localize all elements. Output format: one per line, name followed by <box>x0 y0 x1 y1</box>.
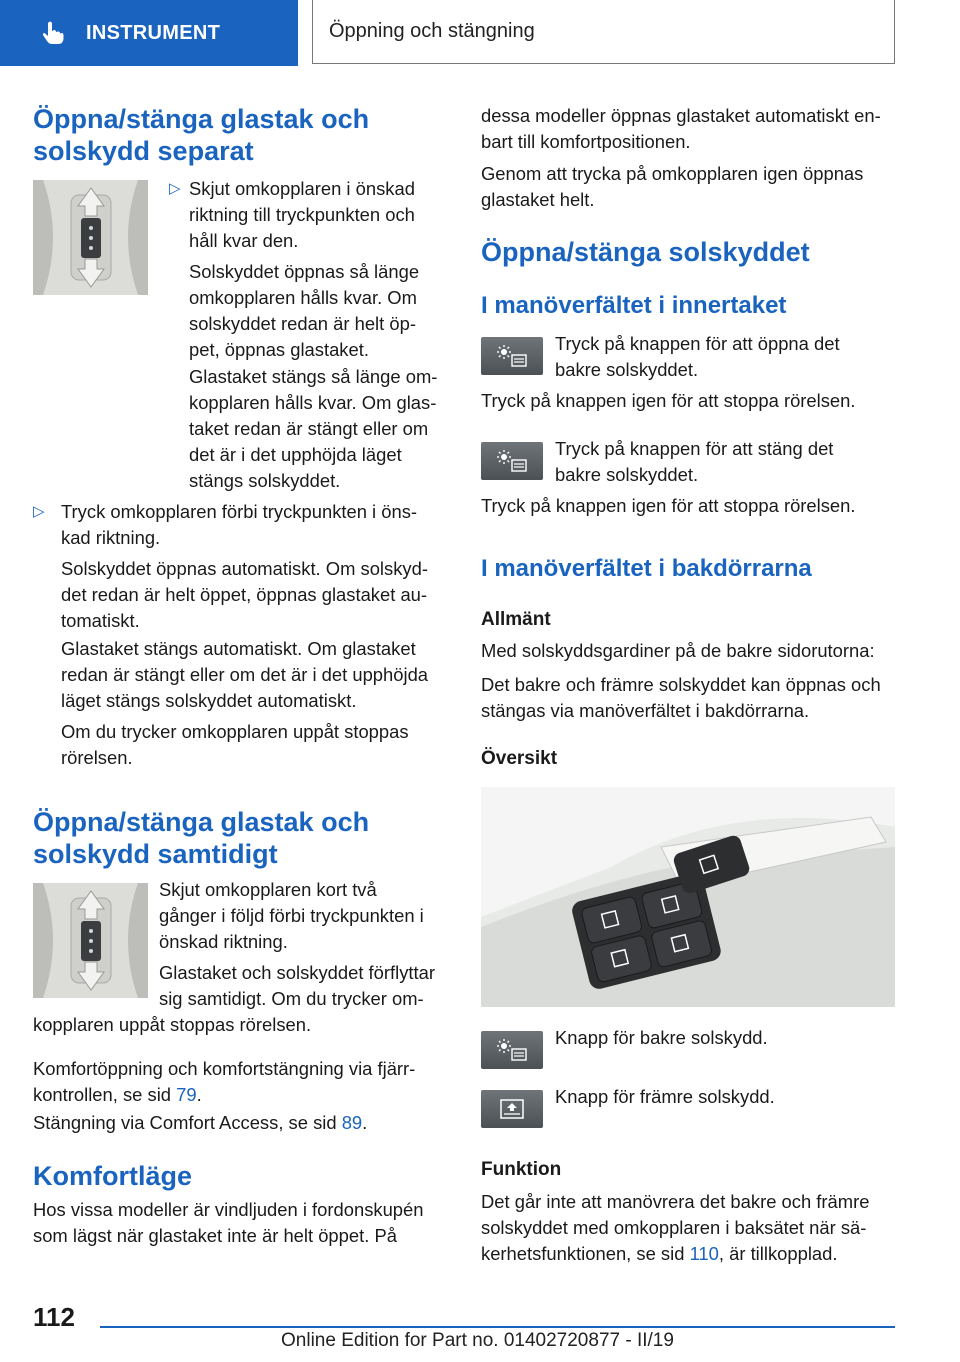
roof-switch-photo <box>33 180 148 295</box>
paragraph: Solskyddet öppnas automatiskt. Om solskyd- det redan är helt öppet, öppnas glastaket au- tomatiskt. <box>61 558 428 631</box>
rear-sunshade-button-image <box>481 442 543 480</box>
paragraph: kopplaren uppåt stoppas rörelsen. <box>33 1014 312 1035</box>
heading-separate: Öppna/stänga glastak och solskydd separat <box>33 104 370 166</box>
heading-general: Allmänt <box>481 609 551 630</box>
sunshade-rear-icon <box>492 1037 532 1063</box>
paragraph: Det bakre och främre solskyddet kan öppnas och stängas via manöverfältet i bakdörrarna. <box>481 674 881 721</box>
bullet-text: Tryck omkopplaren förbi tryckpunkten i öns- kad riktning. <box>61 501 418 548</box>
heading-overview: Översikt <box>481 748 558 769</box>
page-number: 112 <box>33 1302 75 1332</box>
paragraph: Glastaket stängs automatiskt. Om glastaket redan är stängt eller om det är i det upphöjda läget stängs solskyddet automatiskt. <box>61 638 429 711</box>
paragraph: Tryck på knappen igen för att stoppa rörelsen. <box>481 390 856 411</box>
paragraph: Med solskyddsgardiner på de bakre sidorutorna: <box>481 640 875 661</box>
rear-sunshade-button-image <box>481 1031 543 1069</box>
paragraph: Komfortöppning och komfortstängning via fjärr- kontrollen, se sid 79. <box>33 1058 416 1105</box>
section-tab[interactable] <box>312 0 895 64</box>
bullet-text: Skjut omkopplaren i önskad riktning till tryckpunkten och håll kvar den. <box>189 178 415 251</box>
paragraph: Knapp för bakre solskydd. <box>555 1027 768 1048</box>
chapter-label: INSTRUMENT <box>86 21 221 44</box>
heading-function: Funktion <box>481 1159 562 1180</box>
page-link[interactable]: 79 <box>176 1084 197 1105</box>
edition-footer: Online Edition for Part no. 01402720877 - II/19 <box>281 1330 674 1351</box>
paragraph: Tryck på knappen igen för att stoppa rörelsen. <box>481 495 856 516</box>
paragraph: dessa modeller öppnas glastaket automatiskt en- bart till komfortpositionen. <box>481 105 881 152</box>
sunshade-rear-icon <box>492 448 532 474</box>
paragraph: Tryck på knappen för att stäng det bakre solskyddet. <box>555 438 834 485</box>
paragraph: Om du trycker omkopplaren uppåt stoppas rörelsen. <box>61 721 409 768</box>
paragraph: Glastaket och solskyddet förflyttar sig samtidigt. Om du trycker om- <box>159 962 435 1009</box>
page-link[interactable]: 89 <box>341 1112 363 1133</box>
sunshade-rear-icon <box>492 343 532 369</box>
rear-sunshade-button-image <box>481 337 543 375</box>
page-header <box>0 0 960 66</box>
bullet-marker: ▷ <box>169 180 181 197</box>
heading-together: Öppna/stänga glastak och solskydd samtidigt <box>33 807 370 869</box>
paragraph: Genom att trycka på omkopplaren igen öppnas glastaket helt. <box>481 163 864 210</box>
paragraph: Tryck på knappen för att öppna det bakre solskyddet. <box>555 333 840 380</box>
page-link[interactable]: 110 <box>689 1243 719 1264</box>
heading-comfort-mode: Komfortläge <box>33 1161 193 1191</box>
heading-roof-panel: I manöverfältet i innertaket <box>481 292 787 319</box>
heading-sunshade: Öppna/stänga solskyddet <box>481 237 810 267</box>
paragraph: Glastaket stängs så länge om- kopplaren hålls kvar. Om glas- taket redan är stängt eller om det är i det upphöjda läget stängs solskyddet. <box>189 366 438 491</box>
bullet-marker: ▷ <box>33 503 45 520</box>
sunshade-front-icon <box>492 1096 532 1122</box>
paragraph: Det går inte att manövrera det bakre och främre solskyddet med omkopplaren i baksätet när sä- kerhetsfunktionen, se sid 110, är tillkopplad. <box>481 1191 870 1264</box>
paragraph: Skjut omkopplaren kort två gånger i följd förbi tryckpunkten i önskad riktning. <box>159 879 424 952</box>
chapter-tab[interactable] <box>0 0 298 66</box>
paragraph: Solskyddet öppnas så länge omkopplaren hålls kvar. Om solskyddet redan är helt öp- pet, öppnas glastaket. <box>189 261 420 360</box>
footer-divider <box>100 1326 895 1328</box>
paragraph: Hos vissa modeller är vindljuden i fordonskupén som lägst när glastaket inte är helt öppet. På <box>33 1199 424 1246</box>
front-sunshade-button-image <box>481 1090 543 1128</box>
paragraph: Knapp för främre solskydd. <box>555 1086 775 1107</box>
hand-pointer-icon <box>40 20 66 46</box>
roof-switch-photo <box>33 883 148 998</box>
rear-door-panel-photo <box>481 787 895 1007</box>
paragraph: Stängning via Comfort Access, se sid 89. <box>33 1112 368 1133</box>
heading-rear-doors: I manöverfältet i bakdörrarna <box>481 555 812 582</box>
section-label: Öppning och stängning <box>329 20 535 42</box>
